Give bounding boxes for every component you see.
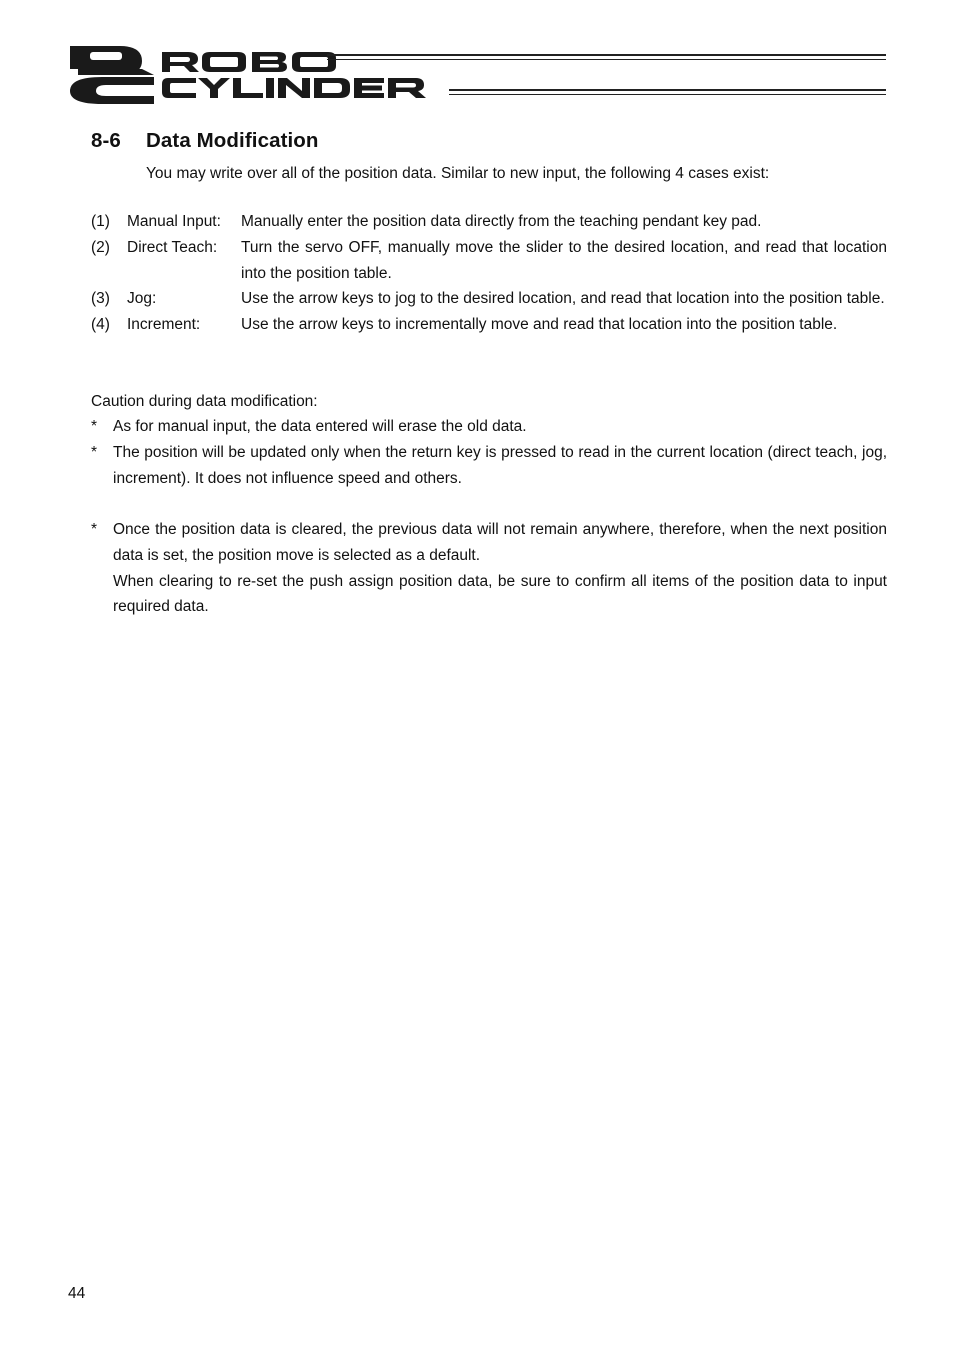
list-item xyxy=(91,312,887,338)
caution-heading: Caution during data modification: xyxy=(91,393,318,410)
caution-note-paragraph-2: When clearing to re-set the push assign position data, be sure to confirm all items of the position data to input required data. xyxy=(113,572,887,616)
bullet-star: * xyxy=(91,443,98,461)
caution-list xyxy=(91,414,887,491)
caution-note xyxy=(113,517,887,620)
list-item xyxy=(91,286,887,312)
list-item xyxy=(91,440,887,492)
caution-note-list xyxy=(91,517,887,620)
case-term: Direct Teach: xyxy=(127,238,218,256)
case-term: Manual Input: xyxy=(127,213,221,230)
section-title-text: Data Modification xyxy=(146,129,319,152)
section-number: 8-6 xyxy=(91,129,121,152)
case-description: Use the arrow keys to incrementally move and read that location into the position table. xyxy=(241,316,838,334)
case-description: Use the arrow keys to jog to the desired location, and read that location into the position table. xyxy=(241,290,885,308)
header-rule-top-thin xyxy=(327,59,886,60)
case-index: (3) xyxy=(91,290,110,308)
caution-item: The position will be updated only when the return key is pressed to read in the current location (direct teach, jog, increment). It does not influence speed and others. xyxy=(113,443,887,487)
header-rule-bottom-thin xyxy=(449,94,886,95)
header-rule-bottom xyxy=(449,89,886,91)
list-item xyxy=(91,209,887,235)
cases-list xyxy=(91,209,887,338)
case-term: Increment: xyxy=(127,316,201,334)
case-term: Jog: xyxy=(127,290,157,308)
list-item xyxy=(91,517,887,620)
bullet-star: * xyxy=(91,418,98,435)
list-item xyxy=(91,414,887,440)
header-rule-top xyxy=(327,54,886,56)
bullet-star: * xyxy=(91,521,98,538)
page-number: 44 xyxy=(68,1285,86,1302)
list-item xyxy=(91,235,887,287)
case-description: Manually enter the position data directly from the teaching pendant key pad. xyxy=(241,213,762,230)
section-title xyxy=(91,129,319,153)
case-index: (4) xyxy=(91,316,110,334)
caution-note-paragraph-1: Once the position data is cleared, the previous data will not remain anywhere, therefore, when the next position data is set, the position move is selected as a default. xyxy=(113,521,887,564)
case-index: (1) xyxy=(91,213,110,230)
intro-paragraph: You may write over all of the position data. Similar to new input, the following 4 cases exist: xyxy=(146,165,770,182)
case-description: Turn the servo OFF, manually move the slider to the desired location, and read that location into the position table. xyxy=(241,238,887,282)
caution-item: As for manual input, the data entered will erase the old data. xyxy=(113,418,527,435)
case-index: (2) xyxy=(91,238,110,256)
